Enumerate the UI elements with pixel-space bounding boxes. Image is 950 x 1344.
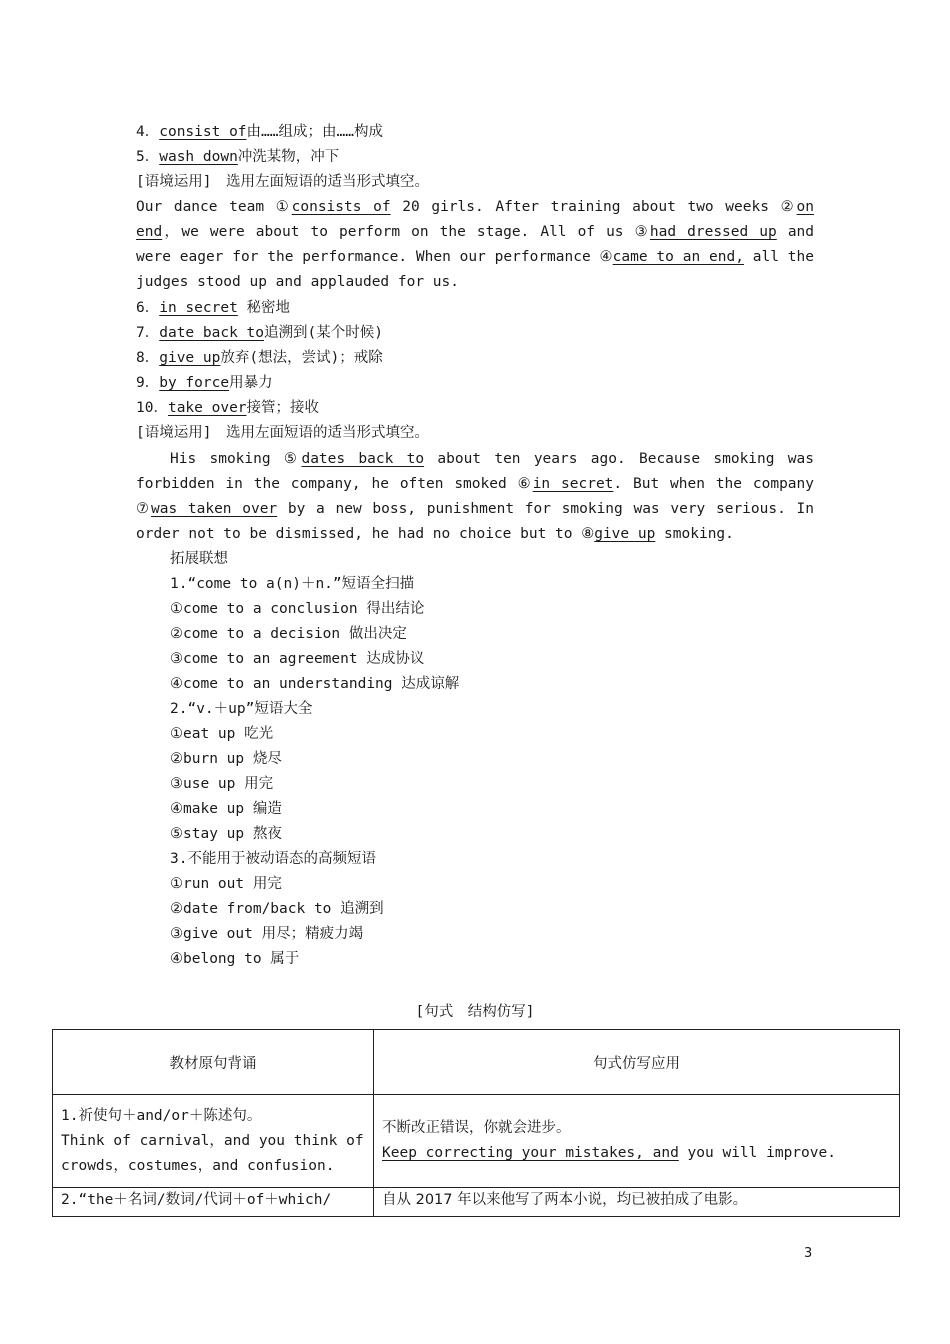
phrase-answer: by force (159, 375, 230, 391)
sentence-pattern-table (52, 1029, 900, 1217)
item-number: 5． (136, 149, 160, 165)
extension-title: 拓展联想 (170, 551, 228, 567)
list-item: ②burn up 烧尽 (170, 751, 282, 767)
answer-blank: consists of (291, 199, 391, 215)
list-item: ①eat up 吃光 (170, 726, 274, 742)
list-item: ①run out 用完 (170, 876, 282, 892)
list-item: ⑤stay up 熬夜 (170, 826, 282, 842)
phrase-answer: wash down (159, 149, 238, 165)
list-item: ②date from/back to 追溯到 (170, 901, 384, 917)
phrase-item (136, 346, 816, 371)
group-title: 1.“come to a(n)＋n.”短语全扫描 (170, 576, 415, 592)
table-cell: 2.“the＋名词/数词/代词＋of＋which/ (53, 1188, 374, 1217)
list-item: ④make up 编造 (170, 801, 282, 817)
section-title: [句式 结构仿写] (415, 1004, 535, 1020)
answer-blank: was taken over (150, 501, 278, 517)
answer-blank: give up (594, 526, 656, 542)
phrase-meaning: 放弃(想法，尝试)；戒除 (220, 350, 383, 366)
table-row (53, 1188, 900, 1217)
column-header: 教材原句背诵 (53, 1030, 374, 1095)
table-row (53, 1095, 900, 1188)
group-title: 3.不能用于被动语态的高频短语 (170, 851, 376, 867)
list-item: ③come to an agreement 达成协议 (170, 651, 425, 667)
phrase-meaning: 由……组成；由……构成 (246, 124, 383, 140)
exercise-paragraph-1: Our dance team ①consists of 20 girls. After training about two weeks ②on end，we were about to perform on the stage. All of us ③had dressed up and were eager for the performance. When our performance ④came to an end, all the judges stood up and applauded for us. (136, 199, 815, 290)
chinese-prompt: 不断改正错误，你就会进步。 (382, 1120, 571, 1136)
item-number: 8． (136, 350, 160, 366)
answer-blank: had dressed up (649, 224, 777, 240)
table-cell (53, 1095, 374, 1188)
item-number: 4． (136, 124, 160, 140)
phrase-item (136, 371, 816, 396)
table-header-row (53, 1030, 900, 1095)
list-item: ④belong to 属于 (170, 951, 300, 967)
phrase-meaning: 用暴力 (229, 375, 273, 391)
list-item: ④come to an understanding 达成谅解 (170, 676, 460, 692)
phrase-answer: take over (167, 400, 247, 416)
list-item: ③give out 用尽；精疲力竭 (170, 926, 364, 942)
table-cell (374, 1095, 900, 1188)
exercise-paragraph-2: His smoking ⑤dates back to about ten years ago. Because smoking was forbidden in the company, he often smoked ⑥in secret. But when the company ⑦was taken over by a new boss, punishment for smoking was very serious. In order not to be dismissed, he had no choice but to ⑧give up smoking. (136, 451, 815, 542)
table-cell: 自从 2017 年以来他写了两本小说，均已被拍成了电影。 (374, 1188, 900, 1217)
phrase-meaning: 追溯到(某个时候) (264, 325, 383, 341)
context-label: [语境运用] 选用左面短语的适当形式填空。 (136, 174, 429, 190)
list-item: ②come to a decision 做出决定 (170, 626, 407, 642)
item-number: 10． (136, 400, 168, 416)
phrase-item (136, 120, 816, 145)
phrase-answer: in secret (159, 300, 238, 316)
original-sentence: Think of carnival，and you think of crowds，costumes，and confusion. (61, 1132, 364, 1174)
imitation-sentence: Keep correcting your mistakes, and you will improve. (382, 1145, 836, 1161)
phrase-meaning: 接管；接收 (246, 400, 320, 416)
phrase-answer: consist of (159, 124, 247, 140)
answer-blank: Keep correcting your mistakes, and (382, 1145, 679, 1161)
phrase-item (136, 145, 816, 170)
answer-blank: came to an end, (612, 249, 744, 265)
phrase-item (136, 321, 816, 346)
answer-blank: dates back to (301, 451, 425, 467)
column-header: 句式仿写应用 (374, 1030, 900, 1095)
item-number: 6． (136, 300, 160, 316)
phrase-meaning: 秘密地 (237, 300, 291, 316)
group-title: 2.“v.＋up”短语大全 (170, 701, 313, 717)
item-number: 9． (136, 375, 160, 391)
phrase-meaning: 冲洗某物，冲下 (237, 149, 340, 165)
phrase-item (136, 396, 816, 421)
list-item: ①come to a conclusion 得出结论 (170, 601, 425, 617)
context-label: [语境运用] 选用左面短语的适当形式填空。 (136, 425, 429, 441)
pattern-title: 1.祈使句＋and/or＋陈述句。 (61, 1107, 262, 1124)
page-number: 3 (804, 1246, 813, 1261)
phrase-answer: give up (159, 350, 221, 366)
phrase-item (136, 296, 816, 321)
list-item: ③use up 用完 (170, 776, 274, 792)
answer-blank: on end (136, 199, 814, 240)
answer-blank: in secret (532, 476, 614, 492)
item-number: 7． (136, 325, 160, 341)
phrase-answer: date back to (159, 325, 264, 341)
